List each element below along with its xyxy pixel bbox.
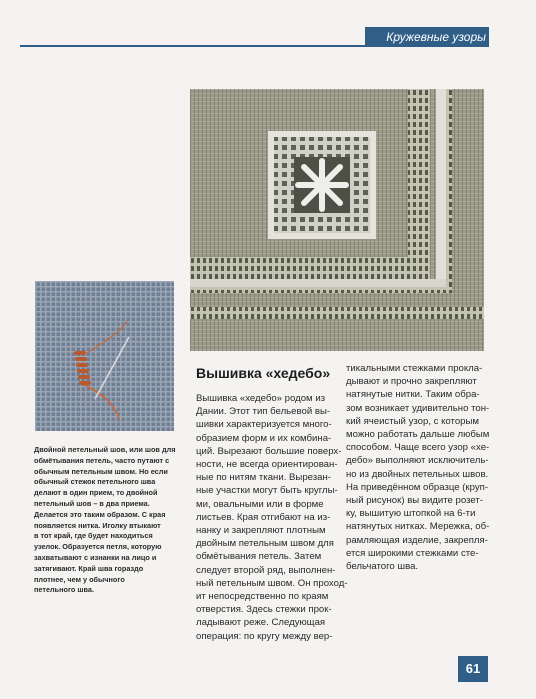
text-line: дывают и прочно закрепляют bbox=[346, 376, 477, 388]
page-number: 61 bbox=[458, 656, 488, 682]
caption-line: Двойной петельный шов, или шов для bbox=[34, 445, 176, 454]
text-line: ности, не всегда ориентирован- bbox=[196, 459, 338, 471]
text-line: тикальными стежками прокла- bbox=[346, 363, 483, 374]
text-line: нанку и закрепляют плотным bbox=[196, 525, 326, 537]
text-line: ные по нитям ткани. Вырезан- bbox=[196, 472, 332, 484]
text-line: обмётывания петель. Затем bbox=[196, 551, 322, 563]
text-line: но из двойных петельных швов. bbox=[346, 468, 489, 480]
article-column-1 bbox=[196, 392, 348, 643]
text-line: операция: по кругу между вер- bbox=[196, 630, 333, 642]
section-title: Кружевные узоры bbox=[386, 30, 486, 44]
caption-line: плотнее, чем у обычного bbox=[34, 574, 125, 584]
text-line: образием форм и их комбина- bbox=[196, 432, 332, 444]
text-line: ный петельным швом. Он проход- bbox=[196, 577, 348, 589]
embroidery-photo-main bbox=[190, 89, 484, 351]
photo-caption bbox=[34, 445, 180, 596]
text-line: ется широкими стежками сте- bbox=[346, 547, 479, 559]
text-line: листьев. Края отгибают на из- bbox=[196, 511, 331, 523]
stitch-photo-small bbox=[35, 281, 174, 431]
text-line: Дании. Этот тип бельевой вы- bbox=[196, 406, 331, 418]
text-line: Вышивка «хедебо» родом из bbox=[196, 393, 326, 404]
text-line: ладывают реже. Следующая bbox=[196, 617, 326, 629]
text-line: следует второй ряд, выполнен- bbox=[196, 564, 336, 576]
caption-line: в тот край, где будет находиться bbox=[34, 531, 153, 541]
text-line: натянутых нитках. Мережка, об- bbox=[346, 521, 490, 533]
text-line: способом. Чаще всего узор «хе- bbox=[346, 442, 490, 454]
caption-line: петельный шов – в два приема. bbox=[34, 498, 150, 508]
text-line: На приведённом образце (круп- bbox=[346, 481, 489, 493]
caption-line: обмётывания петель, часто путают с bbox=[34, 455, 170, 465]
text-line: ные участки могут быть круглы- bbox=[196, 485, 338, 497]
text-line: рамляющая изделие, закрепля- bbox=[346, 534, 488, 546]
caption-line: узелок. Образуется петля, которую bbox=[34, 542, 162, 552]
caption-line: Делается это таким образом. С края bbox=[34, 509, 166, 519]
text-line: ций. Вырезают большие поверх- bbox=[196, 445, 342, 457]
text-line: бельчатого шва. bbox=[346, 561, 419, 573]
text-line: ит непосредственно по краям bbox=[196, 591, 329, 603]
text-line: ный рисунок) вы видите розет- bbox=[346, 495, 484, 507]
article-column-2 bbox=[346, 362, 491, 573]
text-line: отверстия. Здесь стежки прок- bbox=[196, 604, 332, 616]
caption-line: захватывают с изнанки на лицо и bbox=[34, 552, 157, 562]
caption-line: затягивают. Край шва гораздо bbox=[34, 563, 144, 573]
caption-line: обычный стежок петельного шва bbox=[34, 477, 156, 487]
text-line: шивки характеризуется много- bbox=[196, 419, 332, 431]
caption-line: обычным петельным швом. Но если bbox=[34, 466, 168, 476]
text-line: ку, вышитую штопкой на 6-ти bbox=[346, 508, 476, 520]
caption-line: появляется нитка. Иголку втыкают bbox=[34, 520, 161, 530]
caption-line: делают в один прием, то двойной bbox=[34, 488, 158, 498]
text-line: кий ячеистый узор, с которым bbox=[346, 415, 480, 427]
article-heading: Вышивка «хедебо» bbox=[196, 365, 331, 381]
caption-line: петельного шва. bbox=[34, 585, 94, 595]
text-line: дебо» выполняют исключитель- bbox=[346, 455, 489, 467]
text-line: ми, овальными или в форме bbox=[196, 498, 324, 510]
text-line: натянутые нитки. Таким обра- bbox=[346, 389, 480, 401]
text-line: можно работать дальше любым bbox=[346, 429, 490, 441]
text-line: зом возникает удивительно тон- bbox=[346, 402, 490, 414]
text-line: двойным петельным швом для bbox=[196, 538, 334, 550]
